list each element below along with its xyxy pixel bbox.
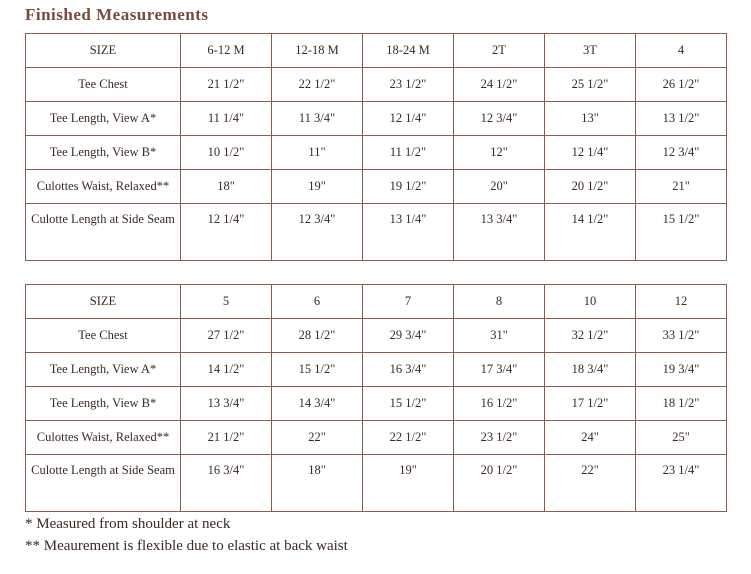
measurement-cell: 20" [454, 170, 545, 204]
measurement-cell: 13" [545, 102, 636, 136]
measurement-cell: 23 1/2" [454, 421, 545, 455]
measurement-cell: 19 3/4" [636, 353, 727, 387]
measurement-cell: 24 1/2" [454, 68, 545, 102]
measurement-cell: 14 1/2" [545, 204, 636, 261]
table-row [26, 319, 727, 353]
measurement-cell: 19" [363, 455, 454, 512]
measurement-cell: 18" [181, 170, 272, 204]
table-row [26, 387, 727, 421]
footnote-elastic: ** Meaurement is flexible due to elastic at back waist [25, 538, 348, 554]
measurement-cell: 33 1/2" [636, 319, 727, 353]
measurement-cell: 21" [636, 170, 727, 204]
measurement-cell: 12 1/4" [181, 204, 272, 261]
measurement-cell: 13 3/4" [454, 204, 545, 261]
row-label: Tee Chest [26, 68, 181, 102]
size-header-cell: 4 [636, 34, 727, 68]
measurement-cell: 25 1/2" [545, 68, 636, 102]
measurement-cell: 11 3/4" [272, 102, 363, 136]
table-row [26, 170, 727, 204]
measurement-cell: 25" [636, 421, 727, 455]
measurement-cell: 24" [545, 421, 636, 455]
measurement-cell: 32 1/2" [545, 319, 636, 353]
measurement-cell: 18 3/4" [545, 353, 636, 387]
table-row [26, 353, 727, 387]
measurement-cell: 19" [272, 170, 363, 204]
size-header-cell: 8 [454, 285, 545, 319]
size-header-cell: 6-12 M [181, 34, 272, 68]
measurement-cell: 28 1/2" [272, 319, 363, 353]
measurement-cell: 14 1/2" [181, 353, 272, 387]
measurement-cell: 16 3/4" [181, 455, 272, 512]
measurement-cell: 13 1/2" [636, 102, 727, 136]
measurement-cell: 10 1/2" [181, 136, 272, 170]
row-label: Culotte Length at Side Seam [26, 455, 181, 512]
measurement-cell: 26 1/2" [636, 68, 727, 102]
measurement-cell: 15 1/2" [636, 204, 727, 261]
measurement-cell: 14 3/4" [272, 387, 363, 421]
measurement-cell: 31" [454, 319, 545, 353]
measurement-cell: 21 1/2" [181, 421, 272, 455]
measurement-cell: 15 1/2" [272, 353, 363, 387]
measurement-cell: 27 1/2" [181, 319, 272, 353]
measurement-cell: 12" [454, 136, 545, 170]
row-label: Culottes Waist, Relaxed** [26, 170, 181, 204]
measurement-cell: 22" [545, 455, 636, 512]
measurement-cell: 16 1/2" [454, 387, 545, 421]
measurement-cell: 12 3/4" [636, 136, 727, 170]
measurement-cell: 20 1/2" [454, 455, 545, 512]
row-label: Culottes Waist, Relaxed** [26, 421, 181, 455]
table-header-row [26, 285, 727, 319]
measurement-cell: 12 3/4" [454, 102, 545, 136]
size-header-cell: 12-18 M [272, 34, 363, 68]
size-header-cell: 12 [636, 285, 727, 319]
row-label: Tee Length, View B* [26, 387, 181, 421]
measurement-cell: 22" [272, 421, 363, 455]
footnote-shoulder: * Measured from shoulder at neck [25, 516, 231, 532]
measurement-cell: 12 3/4" [272, 204, 363, 261]
row-label: Tee Length, View B* [26, 136, 181, 170]
size-header-label: SIZE [26, 285, 181, 319]
measurement-cell: 21 1/2" [181, 68, 272, 102]
row-label: Culotte Length at Side Seam [26, 204, 181, 261]
measurement-cell: 20 1/2" [545, 170, 636, 204]
size-header-cell: 7 [363, 285, 454, 319]
measurements-table-small [25, 33, 727, 261]
measurement-cell: 29 3/4" [363, 319, 454, 353]
size-header-cell: 6 [272, 285, 363, 319]
measurement-cell: 23 1/2" [363, 68, 454, 102]
measurement-cell: 23 1/4" [636, 455, 727, 512]
measurement-cell: 12 1/4" [363, 102, 454, 136]
measurement-cell: 13 3/4" [181, 387, 272, 421]
measurement-cell: 12 1/4" [545, 136, 636, 170]
measurement-cell: 16 3/4" [363, 353, 454, 387]
footnotes [25, 513, 348, 557]
measurement-cell: 22 1/2" [272, 68, 363, 102]
table-row [26, 136, 727, 170]
table-row [26, 204, 727, 261]
size-header-label: SIZE [26, 34, 181, 68]
size-header-cell: 3T [545, 34, 636, 68]
table-header-row [26, 34, 727, 68]
measurement-cell: 18 1/2" [636, 387, 727, 421]
measurements-table-large [25, 284, 727, 512]
row-label: Tee Chest [26, 319, 181, 353]
measurement-cell: 11" [272, 136, 363, 170]
size-header-cell: 18-24 M [363, 34, 454, 68]
table-row [26, 421, 727, 455]
table-row [26, 102, 727, 136]
measurement-cell: 11 1/4" [181, 102, 272, 136]
table-row [26, 68, 727, 102]
row-label: Tee Length, View A* [26, 353, 181, 387]
measurement-cell: 13 1/4" [363, 204, 454, 261]
measurement-cell: 17 3/4" [454, 353, 545, 387]
measurement-cell: 22 1/2" [363, 421, 454, 455]
row-label: Tee Length, View A* [26, 102, 181, 136]
size-header-cell: 5 [181, 285, 272, 319]
measurement-cell: 17 1/2" [545, 387, 636, 421]
measurement-cell: 11 1/2" [363, 136, 454, 170]
size-header-cell: 10 [545, 285, 636, 319]
measurement-cell: 18" [272, 455, 363, 512]
measurement-cell: 19 1/2" [363, 170, 454, 204]
table-row [26, 455, 727, 512]
measurement-cell: 15 1/2" [363, 387, 454, 421]
size-header-cell: 2T [454, 34, 545, 68]
page-title: Finished Measurements [25, 5, 209, 24]
